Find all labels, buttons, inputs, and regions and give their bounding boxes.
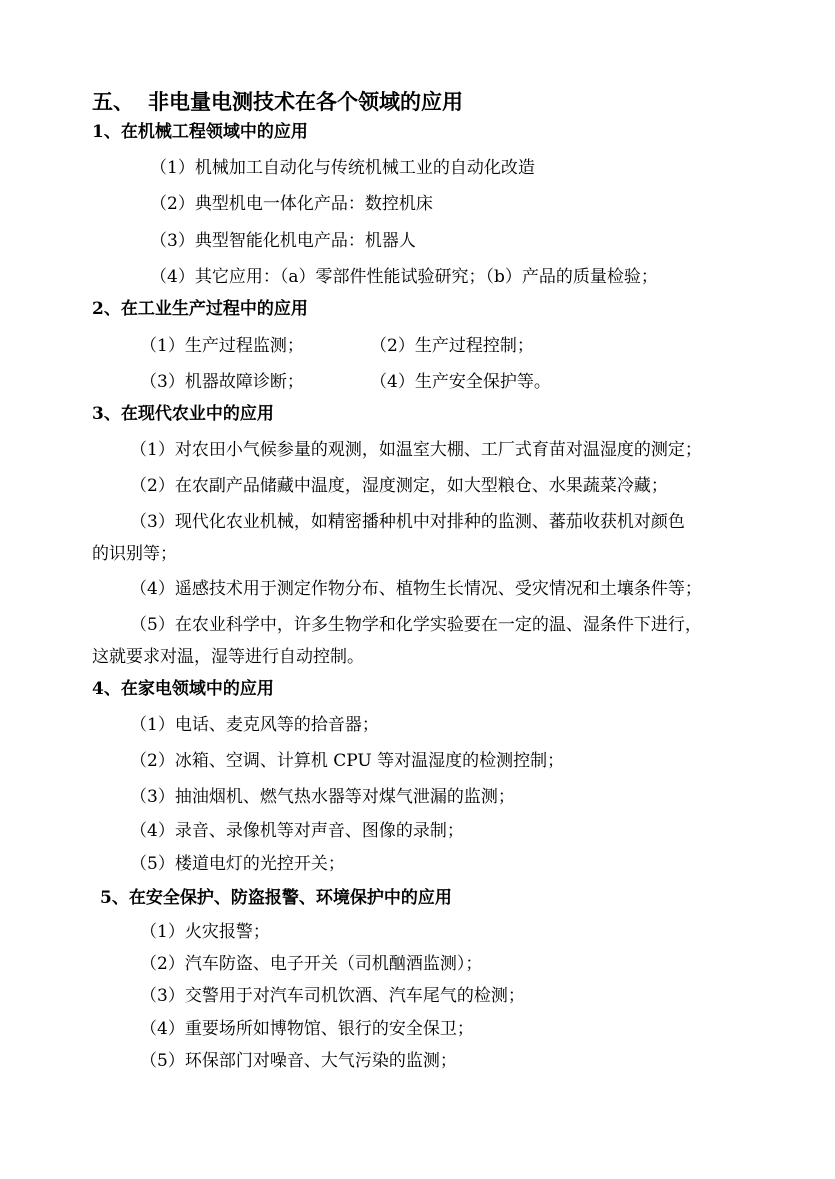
- section-2-item-2: （2）生产过程控制；: [370, 336, 534, 356]
- section-5-item-1: （1）火灾报警；: [140, 922, 270, 942]
- section-1-item-1: （1）机械加工自动化与传统机械工业的自动化改造: [150, 158, 535, 178]
- section-4-item-2: （2）冰箱、空调、计算机 CPU 等对温湿度的检测控制；: [130, 751, 565, 771]
- section-4-heading: 4、在家电领域中的应用: [92, 679, 274, 699]
- title-number: 五、: [92, 89, 134, 114]
- section-3-item-4: （4）遥感技术用于测定作物分布、植物生长情况、受灾情况和土壤条件等；: [130, 579, 702, 599]
- section-3-item-3: （3）现代化农业机械，如精密播种机中对排种的监测、蕃茄收获机对颜色: [130, 512, 685, 532]
- section-2-item-1: （1）生产过程监测；: [140, 336, 304, 356]
- section-5-item-3: （3）交警用于对汽车司机饮酒、汽车尾气的检测；: [140, 986, 525, 1006]
- section-2-heading: 2、在工业生产过程中的应用: [92, 299, 308, 319]
- section-4-item-1: （1）电话、麦克风等的拾音器；: [130, 715, 379, 735]
- page-title: [92, 89, 463, 115]
- section-1-item-3: （3）典型智能化机电产品：机器人: [150, 231, 416, 251]
- section-5-item-5: （5）环保部门对噪音、大气污染的监测；: [140, 1051, 457, 1071]
- section-1-item-2: （2）典型机电一体化产品：数控机床: [150, 194, 433, 214]
- section-1-heading: 1、在机械工程领域中的应用: [92, 122, 308, 142]
- section-2-item-4: （4）生产安全保护等。: [370, 372, 551, 392]
- section-2-item-3: （3）机器故障诊断；: [140, 372, 304, 392]
- section-4-item-5: （5）楼道电灯的光控开关；: [130, 854, 345, 874]
- section-3-item-1: （1）对农田小气候参量的观测，如温室大棚、工厂式育苗对温湿度的测定；: [130, 440, 702, 460]
- section-5-heading: 5、在安全保护、防盗报警、环境保护中的应用: [100, 888, 452, 908]
- section-3-item-5-cont: 这就要求对温，湿等进行自动控制。: [92, 647, 364, 667]
- section-5-item-4: （4）重要场所如博物馆、银行的安全保卫；: [140, 1019, 474, 1039]
- section-1-item-4: （4）其它应用：（a）零部件性能试验研究；（b）产品的质量检验；: [150, 267, 658, 287]
- section-3-item-2: （2）在农副产品储藏中温度，湿度测定，如大型粮仓、水果蔬菜冷藏；: [130, 476, 668, 496]
- section-4-item-4: （4）录音、录像机等对声音、图像的录制；: [130, 821, 464, 841]
- section-3-heading: 3、在现代农业中的应用: [92, 404, 274, 424]
- section-3-item-5: （5）在农业科学中，许多生物学和化学实验要在一定的温、湿条件下进行，: [130, 615, 702, 635]
- section-3-item-3-cont: 的识别等；: [92, 544, 177, 564]
- title-text: 非电量电测技术在各个领域的应用: [148, 89, 463, 114]
- section-4-item-3: （3）抽油烟机、燃气热水器等对煤气泄漏的监测；: [130, 787, 515, 807]
- section-5-item-2: （2）汽车防盗、电子开关（司机酗酒监测）；: [140, 954, 483, 974]
